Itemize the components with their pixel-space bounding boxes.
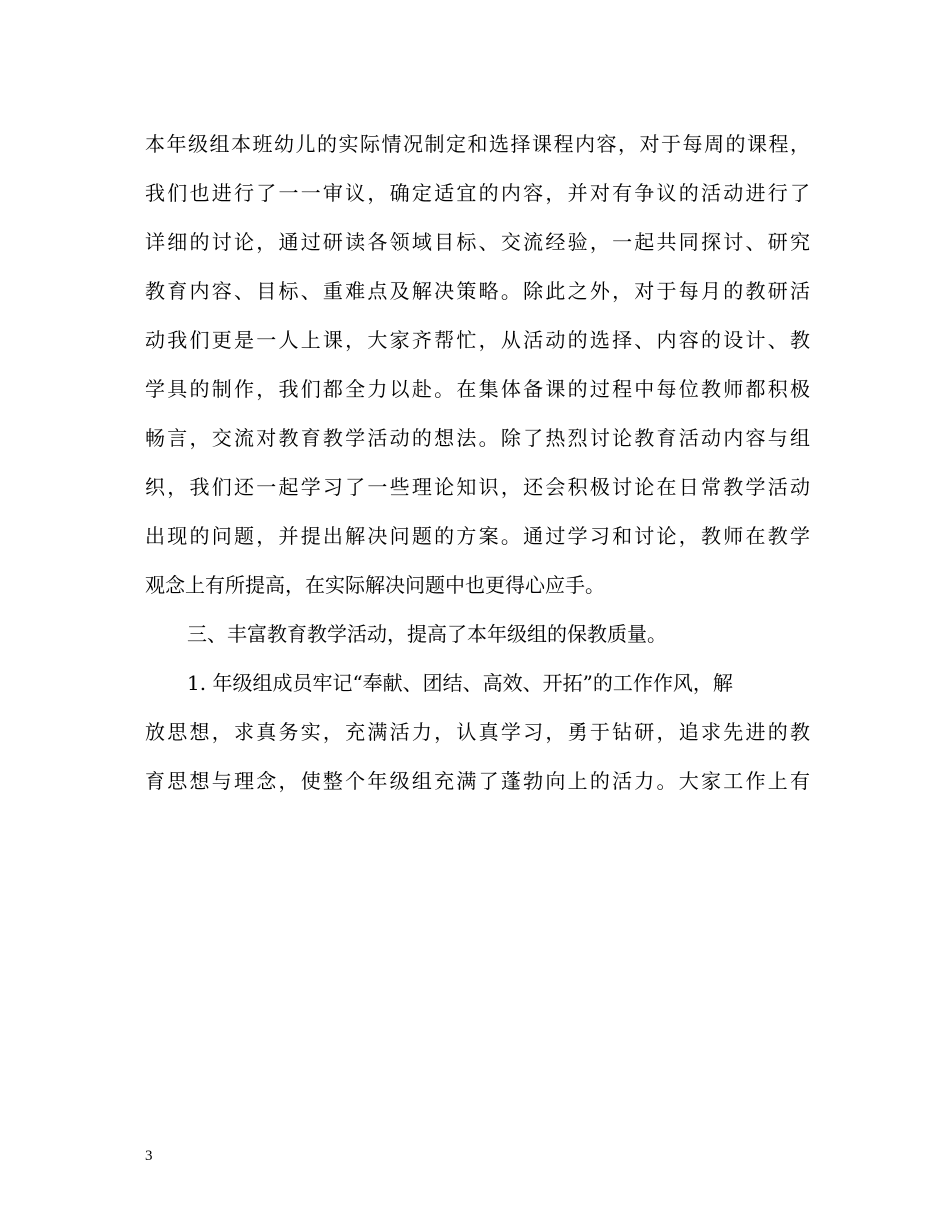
text-line: 畅言，交流对教育教学活动的想法。除了热烈讨论教育活动内容与组 [145, 426, 810, 450]
section-heading: 三、丰富教育教学活动，提高了本年级组的保教质量。 [187, 622, 667, 646]
page-number: 3 [145, 1148, 153, 1164]
text-line: 育思想与理念，使整个年级组充满了蓬勃向上的活力。大家工作上有 [145, 769, 810, 793]
text-line: 出现的问题，并提出解决问题的方案。通过学习和讨论，教师在教学 [145, 524, 810, 548]
text-line: 本年级组本班幼儿的实际情况制定和选择课程内容，对于每周的课程， [145, 132, 810, 156]
text-line: 教育内容、目标、重难点及解决策略。除此之外，对于每月的教研活 [145, 279, 810, 303]
text-line: 放思想，求真务实，充满活力，认真学习，勇于钻研，追求先进的教 [145, 720, 810, 744]
text-line: 织，我们还一起学习了一些理论知识，还会积极讨论在日常教学活动 [145, 475, 810, 499]
text-line: 我们也进行了一一审议，确定适宜的内容，并对有争议的活动进行了 [145, 181, 810, 205]
text-line: 详细的讨论，通过研读各领域目标、交流经验，一起共同探讨、研究 [145, 230, 810, 254]
body-text [145, 120, 810, 806]
text-line: 动我们更是一人上课，大家齐帮忙，从活动的选择、内容的设计、教 [145, 328, 810, 352]
text-line: 1. 年级组成员牢记“奉献、团结、高效、开拓”的工作作风，解 [187, 671, 733, 695]
text-line: 学具的制作，我们都全力以赴。在集体备课的过程中每位教师都积极 [145, 377, 810, 401]
text-line: 观念上有所提高，在实际解决问题中也更得心应手。 [145, 573, 605, 597]
